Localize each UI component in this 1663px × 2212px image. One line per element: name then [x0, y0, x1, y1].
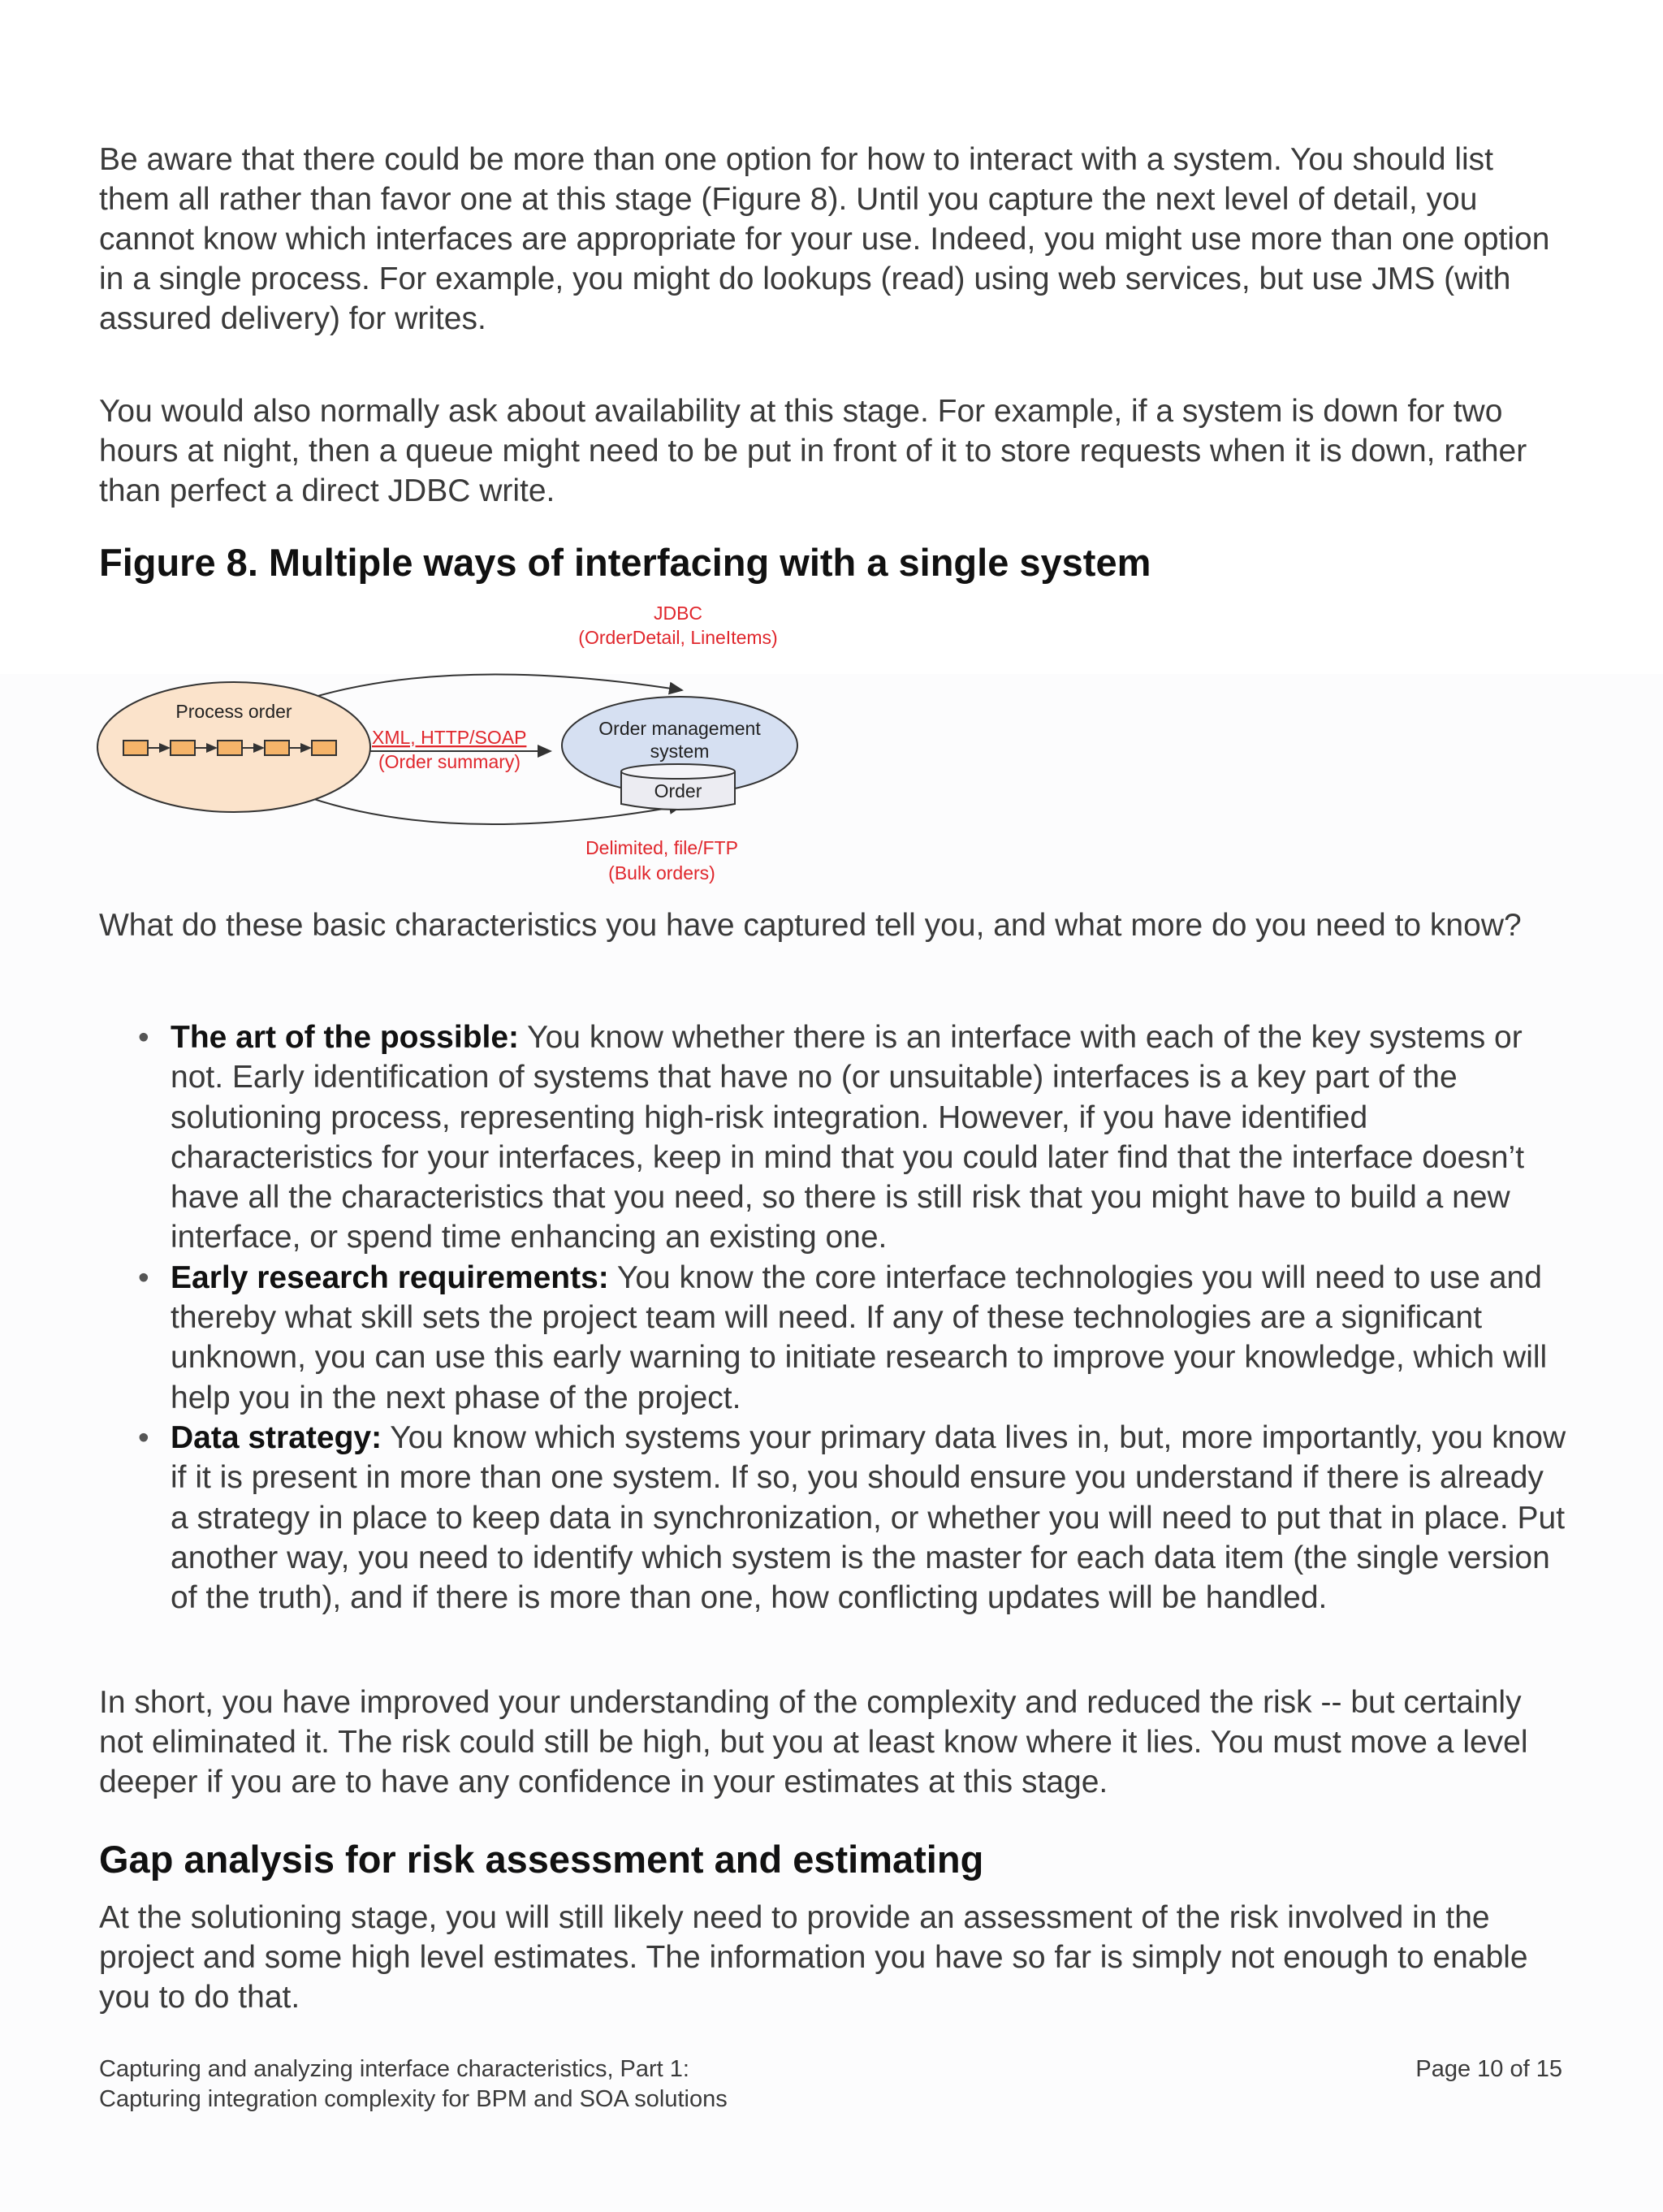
list-item-text: You know whether there is an interface with each of the key systems or not. Early identification of systems that have no (or unsuitable) interfaces is a key part of the solutioning process, representing high-risk integration. However, if you have identified characteristics for your interfaces, keep in mind that you could later find that the interface doesn’t have all the characteristics that you need, so there is still risk that you might have to build a new interface, or spend time enhancing an existing one. [171, 1020, 1525, 1255]
figure-8-diagram [81, 601, 812, 893]
list-item-text: You know the core interface technologies you will need to use and thereby what skill sets the project team will need. If any of these technologies are a significant unknown, you can use this early warning to initiate research to improve your knowledge, which will help you in the next phase of the project. [171, 1259, 1548, 1415]
footer-line2: Capturing integration complexity for BPM and SOA solutions [99, 2086, 728, 2112]
section-heading: Gap analysis for risk assessment and estimating [99, 1838, 984, 1881]
soap-label: XML, HTTP/SOAP [372, 727, 527, 748]
system-label-line1: Order management [598, 718, 761, 739]
list-item-title: The art of the possible: [171, 1020, 520, 1055]
process-step [171, 741, 195, 755]
paragraph-availability: You would also normally ask about availability at this stage. For example, if a system is down for two hours at night, then a queue might need to be put in front of it to store requests when it is down, rather than perfect a direct JDBC write. [99, 394, 1527, 508]
order-db-label: Order [654, 780, 702, 801]
list-item-title: Early research requirements: [171, 1259, 609, 1295]
paragraph-question: What do these basic characteristics you have captured tell you, and what more do you need to know? [99, 908, 1522, 943]
process-step [312, 741, 336, 755]
bullet-icon: • [138, 1419, 149, 1455]
jdbc-sublabel: (OrderDetail, LineItems) [578, 627, 778, 648]
jdbc-label: JDBC [653, 603, 703, 624]
paragraph-summary: In short, you have improved your understanding of the complexity and reduced the risk -- but certainly not eliminated it. The risk could still be high, but you at least know where it lies. You must move a level deeper if you are to have any confidence in your estimates at this stage. [99, 1685, 1528, 1799]
list-item-text: You know which systems your primary data lives in, but, more importantly, you know if it is present in more than one system. If so, you should ensure you understand if there is already a strategy in place to keep data in synchronization, or whether you will need to put that in place. Put another way, you need to identify which system is the master for each data item (the single version of the truth), and if there is more than one, how conflicting updates will be handled. [171, 1419, 1566, 1616]
ftp-sublabel: (Bulk orders) [608, 862, 715, 884]
process-step [265, 741, 289, 755]
bullet-icon: • [138, 1259, 149, 1295]
characteristics-list [99, 1017, 1569, 1618]
footer-line1: Capturing and analyzing interface characteristics, Part 1: [99, 2056, 689, 2082]
list-item [99, 1258, 1569, 1418]
list-item [99, 1418, 1569, 1618]
paragraph-options: Be aware that there could be more than one option for how to interact with a system. You should list them all rather than favor one at this stage (Figure 8). Until you capture the next level of detail, you cannot know which interfaces are appropriate for your use. Indeed, you might use more than one option in a single process. For example, you might do lookups (read) using web services, but use JMS (with assured delivery) for writes. [99, 142, 1550, 336]
process-step [218, 741, 242, 755]
list-item [99, 1017, 1569, 1258]
page-number: Page 10 of 15 [1415, 2056, 1562, 2082]
footer-title [99, 2054, 728, 2115]
bullet-icon: • [138, 1020, 149, 1055]
figure-title: Figure 8. Multiple ways of interfacing with a single system [99, 541, 1151, 584]
system-label-line2: system [650, 741, 710, 762]
paragraph-solutioning: At the solutioning stage, you will still likely need to provide an assessment of the risk involved in the project and some high level estimates. The information you have so far is simply not enough to enable you to do that. [99, 1900, 1528, 2015]
list-item-title: Data strategy: [171, 1419, 382, 1455]
ftp-label: Delimited, file/FTP [585, 837, 738, 858]
process-step [123, 741, 148, 755]
soap-sublabel: (Order summary) [378, 751, 521, 772]
order-database [621, 764, 735, 810]
process-order-label: Process order [175, 701, 292, 722]
